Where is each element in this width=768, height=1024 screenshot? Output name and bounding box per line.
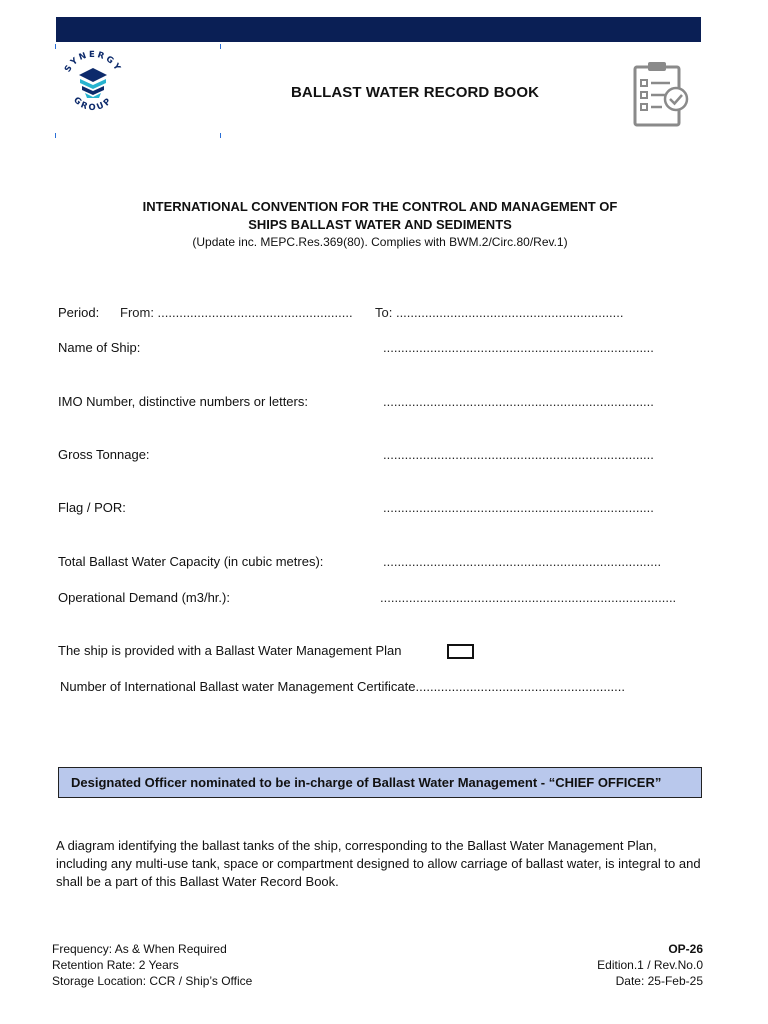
logo-top-text: SYNERGY [62,49,124,75]
operational-demand-label: Operational Demand (m3/hr.): [58,590,230,605]
designated-officer-banner: Designated Officer nominated to be in-charge of Ballast Water Management - “CHIEF OFFICER” [58,767,702,798]
flag-por-field[interactable]: ........................................................................... [383,500,654,515]
convention-update-note: (Update inc. MEPC.Res.369(80). Complies with BWM.2/Circ.80/Rev.1) [192,235,568,249]
ballast-tank-diagram-note: A diagram identifying the ballast tanks of the ship, corresponding to the Ballast Water Management Plan, including any multi-use tank, space or compartment designed to allow carriage of ballast water, is integral to and shall be a part of this Ballast Water Record Book. [56,838,701,889]
certificate-number-label: Number of International Ballast water Management Certificate.......................................................... [60,679,626,694]
name-of-ship-field[interactable]: ........................................................................... [383,340,654,355]
period-from-field[interactable]: From: ...................................................... [120,305,353,320]
logo-bottom-text: GROUP [71,95,115,114]
synergy-group-logo [58,48,128,118]
certificate-number-field[interactable]: .......................................................... [415,679,626,694]
header-top-bar [56,17,701,42]
clipboard-checklist-icon [630,60,692,130]
footer-record-info [52,941,252,989]
bwm-plan-label: The ship is provided with a Ballast Water Management Plan [58,643,402,658]
imo-number-label: IMO Number, distinctive numbers or letters: [58,394,308,409]
convention-title-line-2: SHIPS BALLAST WATER AND SEDIMENTS [248,217,512,232]
period-to-field[interactable]: To: ............................................................... [375,305,624,320]
flag-por-label: Flag / POR: [58,500,126,515]
footer-doc-code: OP-26 [668,942,703,956]
convention-title-line-1: INTERNATIONAL CONVENTION FOR THE CONTROL AND MANAGEMENT OF [142,199,618,214]
footer-retention: Retention Rate: 2 Years [52,958,179,972]
gross-tonnage-label: Gross Tonnage: [58,447,150,462]
operational-demand-field[interactable]: .................................................................................. [380,590,677,605]
period-label: Period: [58,305,100,320]
imo-number-field[interactable]: ........................................................................... [383,394,654,409]
footer-edition: Edition.1 / Rev.No.0 [597,958,703,972]
footer-document-info [597,941,703,989]
ballast-capacity-label: Total Ballast Water Capacity (in cubic metres): [58,554,324,569]
document-title: BALLAST WATER RECORD BOOK [290,84,540,101]
footer-date: Date: 25-Feb-25 [615,974,703,988]
bwm-plan-checkbox[interactable] [447,644,474,659]
gross-tonnage-field[interactable]: ........................................................................... [383,447,654,462]
ballast-capacity-field[interactable]: ............................................................................. [383,554,662,569]
name-of-ship-label: Name of Ship: [58,340,141,355]
footer-storage: Storage Location: CCR / Ship’s Office [52,974,253,988]
footer-frequency: Frequency: As & When Required [52,942,227,956]
